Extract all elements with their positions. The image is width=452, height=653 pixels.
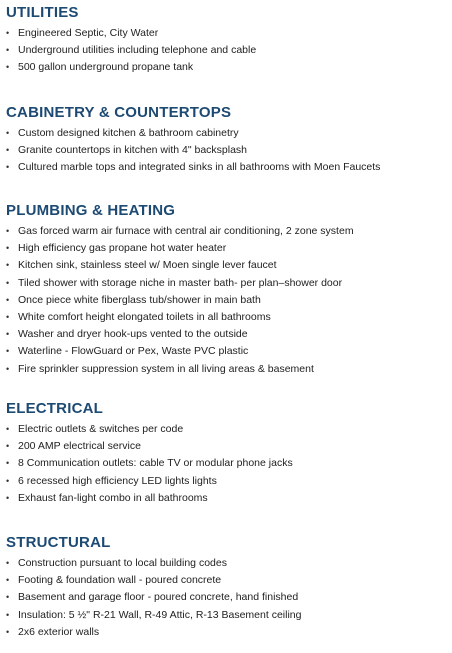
list-item: • Once piece white fiberglass tub/shower in main bath	[6, 292, 450, 309]
bullet-icon: •	[6, 45, 10, 56]
list-item: • Footing & foundation wall - poured concrete	[6, 572, 450, 589]
list-item: • Engineered Septic, City Water	[6, 25, 450, 42]
section-electrical	[6, 400, 450, 507]
bullet-icon: •	[6, 609, 10, 620]
list-item: • Gas forced warm air furnace with central air conditioning, 2 zone system	[6, 223, 450, 240]
bullet-icon: •	[6, 492, 10, 503]
section-title: PLUMBING & HEATING	[6, 202, 176, 219]
bullet-icon: •	[6, 626, 10, 637]
list-item: • 2x6 exterior walls	[6, 624, 450, 641]
section-cabinetry-countertops	[6, 104, 450, 177]
list-item: • Insulation: 5 ½" R-21 Wall, R-49 Attic, R-13 Basement ceiling	[6, 607, 450, 624]
list-item: • Custom designed kitchen & bathroom cabinetry	[6, 125, 450, 142]
list-item: • Electric outlets & switches per code	[6, 421, 450, 438]
bullet-icon: •	[6, 441, 10, 452]
bullet-icon: •	[6, 243, 10, 254]
bullet-icon: •	[6, 294, 10, 305]
list-item: • Washer and dryer hook-ups vented to the outside	[6, 326, 450, 343]
list-item: • Underground utilities including telephone and cable	[6, 42, 450, 59]
bullet-icon: •	[6, 145, 10, 156]
bullet-icon: •	[6, 311, 10, 322]
list-item: • Waterline - FlowGuard or Pex, Waste PVC plastic	[6, 343, 450, 360]
bullet-icon: •	[6, 28, 10, 38]
bullet-icon: •	[6, 226, 10, 236]
bullet-icon: •	[6, 62, 10, 73]
bullet-icon: •	[6, 162, 10, 173]
bullet-icon: •	[6, 592, 10, 603]
list-item: • Fire sprinkler suppression system in all living areas & basement	[6, 361, 450, 378]
list-item: • 6 recessed high efficiency LED lights lights	[6, 473, 450, 490]
list-item: • White comfort height elongated toilets in all bathrooms	[6, 309, 450, 326]
section-title: STRUCTURAL	[6, 534, 111, 551]
list-item: • Basement and garage floor - poured concrete, hand finished	[6, 589, 450, 606]
bullet-icon: •	[6, 128, 10, 138]
list-item: • 200 AMP electrical service	[6, 438, 450, 455]
item-list	[6, 25, 450, 77]
section-title: CABINETRY & COUNTERTOPS	[6, 104, 232, 121]
item-list	[6, 223, 450, 378]
section-utilities	[6, 4, 450, 77]
bullet-icon: •	[6, 458, 10, 469]
list-item: • 8 Communication outlets: cable TV or modular phone jacks	[6, 455, 450, 472]
list-item: • High efficiency gas propane hot water heater	[6, 240, 450, 257]
item-list	[6, 421, 450, 507]
bullet-icon: •	[6, 558, 10, 568]
bullet-icon: •	[6, 424, 10, 434]
bullet-icon: •	[6, 329, 10, 340]
bullet-icon: •	[6, 277, 10, 288]
bullet-icon: •	[6, 475, 10, 486]
section-structural	[6, 534, 450, 641]
list-item: • Granite countertops in kitchen with 4" backsplash	[6, 142, 450, 159]
section-plumbing-heating	[6, 202, 450, 378]
list-item: • Kitchen sink, stainless steel w/ Moen single lever faucet	[6, 257, 450, 274]
list-item: • Cultured marble tops and integrated sinks in all bathrooms with Moen Faucets	[6, 159, 450, 176]
section-title: UTILITIES	[6, 4, 79, 21]
bullet-icon: •	[6, 346, 10, 357]
list-item: • Construction pursuant to local building codes	[6, 555, 450, 572]
list-item: • Exhaust fan-light combo in all bathrooms	[6, 490, 450, 507]
list-item: • 500 gallon underground propane tank	[6, 59, 450, 76]
item-list	[6, 555, 450, 641]
section-title: ELECTRICAL	[6, 400, 103, 417]
bullet-icon: •	[6, 260, 10, 271]
bullet-icon: •	[6, 575, 10, 586]
bullet-icon: •	[6, 363, 10, 374]
item-list	[6, 125, 450, 177]
list-item: • Tiled shower with storage niche in master bath- per plan–shower door	[6, 275, 450, 292]
